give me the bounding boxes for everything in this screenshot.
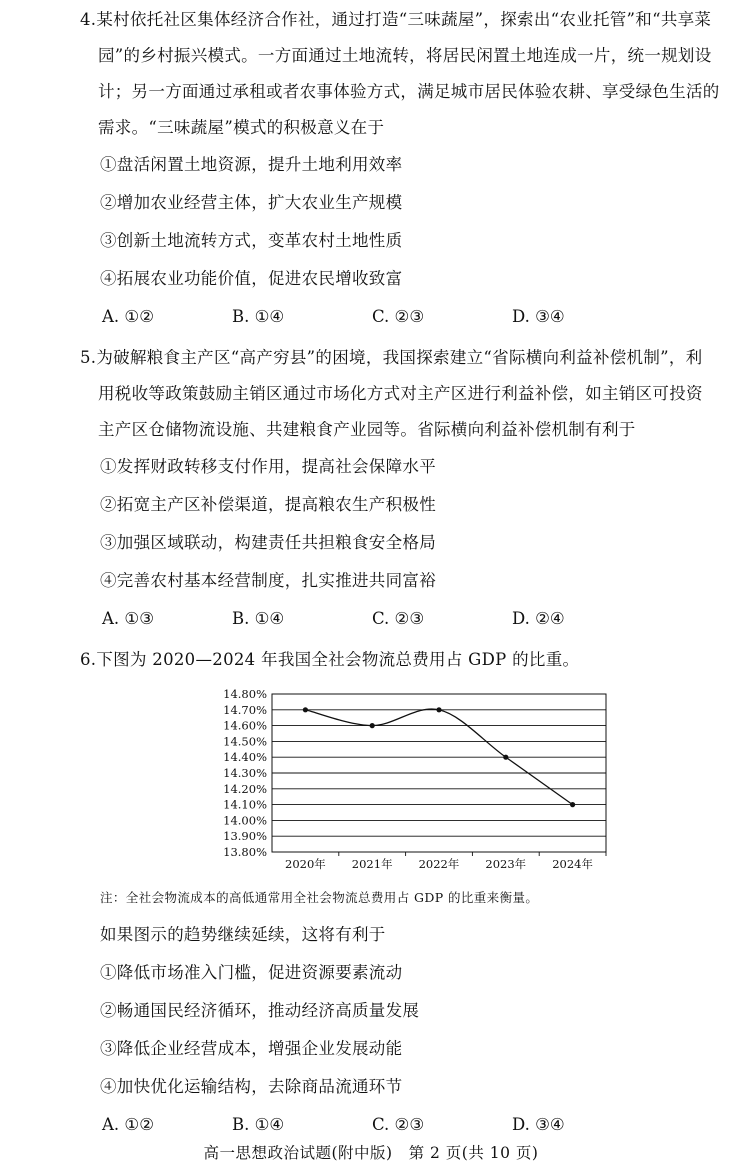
choice-c[interactable]: C. ②③ — [372, 609, 425, 628]
stem-line: 主产区仓储物流设施、共建粮食产业园等。省际横向利益补偿机制有利于 — [98, 420, 636, 439]
y-tick-label: 14.10% — [223, 797, 267, 812]
question-6-body — [80, 916, 720, 1144]
logistics-cost-chart — [210, 684, 620, 874]
stem-line: 5.为破解粮食主产区“高产穷县”的困境，我国探索建立“省际横向利益补偿机制”，利 — [80, 348, 703, 367]
question-6-stem: 6.下图为 2020—2024 年我国全社会物流总费用占 GDP 的比重。 — [80, 650, 580, 669]
choice-c[interactable]: C. ②③ — [372, 307, 425, 326]
x-tick-label: 2020年 — [285, 857, 326, 871]
choice-d[interactable]: D. ③④ — [512, 1115, 565, 1134]
option-4: ④加快优化运输结构，去除商品流通环节 — [100, 1077, 403, 1096]
choice-d[interactable]: D. ③④ — [512, 307, 565, 326]
question-6-intro — [80, 642, 720, 678]
option-2: ②畅通国民经济循环，推动经济高质量发展 — [100, 1001, 420, 1020]
question-4-stem — [80, 2, 720, 146]
stem-line: 4.某村依托社区集体经济合作社，通过打造“三味蔬屋”，探索出“农业托管”和“共享菜 — [80, 10, 712, 29]
stem-line: 用税收等政策鼓励主销区通过市场化方式对主产区进行利益补偿，如主销区可投资 — [98, 384, 703, 403]
y-tick-label: 14.60% — [223, 718, 267, 733]
page-footer: 高一思想政治试题(附中版) 第 2 页(共 10 页) — [203, 1144, 539, 1162]
data-point — [436, 707, 441, 712]
option-3: ③创新土地流转方式，变革农村土地性质 — [100, 231, 403, 250]
option-4: ④完善农村基本经营制度，扎实推进共同富裕 — [100, 571, 436, 590]
y-tick-label: 14.50% — [223, 734, 267, 749]
question-4 — [80, 2, 720, 336]
option-1: ①降低市场准入门槛，促进资源要素流动 — [100, 963, 403, 982]
choice-b[interactable]: B. ①④ — [232, 609, 285, 628]
y-tick-label: 14.00% — [223, 813, 267, 828]
option-1: ①盘活闲置土地资源，提升土地利用效率 — [100, 155, 403, 174]
option-3: ③降低企业经营成本，增强企业发展动能 — [100, 1039, 403, 1058]
question-6-prompt: 如果图示的趋势继续延续，这将有利于 — [100, 925, 386, 944]
x-tick-label: 2024年 — [552, 857, 593, 871]
option-3: ③加强区域联动，构建责任共担粮食安全格局 — [100, 533, 436, 552]
choice-b[interactable]: B. ①④ — [232, 1115, 285, 1134]
choice-a[interactable]: A. ①② — [102, 1115, 154, 1134]
choice-a[interactable]: A. ①③ — [102, 609, 154, 628]
y-tick-label: 14.20% — [223, 781, 267, 796]
data-point — [303, 707, 308, 712]
question-5 — [80, 340, 720, 638]
option-2: ②增加农业经营主体，扩大农业生产规模 — [100, 193, 403, 212]
answer-choices — [80, 298, 720, 336]
x-tick-label: 2022年 — [418, 857, 460, 871]
stem-line: 园”的乡村振兴模式。一方面通过土地流转，将居民闲置土地连成一片，统一规划设 — [98, 46, 712, 65]
data-point — [370, 723, 375, 728]
y-tick-label: 14.70% — [223, 702, 267, 717]
data-point — [570, 802, 575, 807]
question-5-stem — [80, 340, 720, 448]
answer-choices — [80, 1106, 720, 1144]
y-tick-label: 13.90% — [223, 829, 267, 844]
x-tick-label: 2021年 — [351, 857, 393, 871]
data-point — [503, 755, 508, 760]
option-4: ④拓展农业功能价值，促进农民增收致富 — [100, 269, 403, 288]
answer-choices — [80, 600, 720, 638]
stem-line: 计；另一方面通过承租或者农事体验方式，满足城市居民体验农耕、享受绿色生活的 — [98, 82, 720, 101]
option-2: ②拓宽主产区补偿渠道，提高粮农生产积极性 — [100, 495, 436, 514]
y-tick-label: 14.30% — [223, 766, 267, 780]
choice-b[interactable]: B. ①④ — [232, 307, 285, 326]
line-chart — [210, 684, 620, 874]
stem-line: 需求。“三味蔬屋”模式的积极意义在于 — [98, 118, 385, 137]
y-tick-label: 14.80% — [223, 687, 267, 701]
x-tick-label: 2023年 — [485, 857, 527, 871]
chart-note: 注：全社会物流成本的高低通常用全社会物流总费用占 GDP 的比重来衡量。 — [100, 890, 539, 905]
choice-a[interactable]: A. ①② — [102, 307, 154, 326]
y-tick-label: 14.40% — [223, 750, 267, 765]
choice-d[interactable]: D. ②④ — [512, 609, 565, 628]
y-tick-label: 13.80% — [223, 845, 267, 859]
choice-c[interactable]: C. ②③ — [372, 1115, 425, 1134]
option-1: ①发挥财政转移支付作用，提高社会保障水平 — [100, 457, 436, 476]
